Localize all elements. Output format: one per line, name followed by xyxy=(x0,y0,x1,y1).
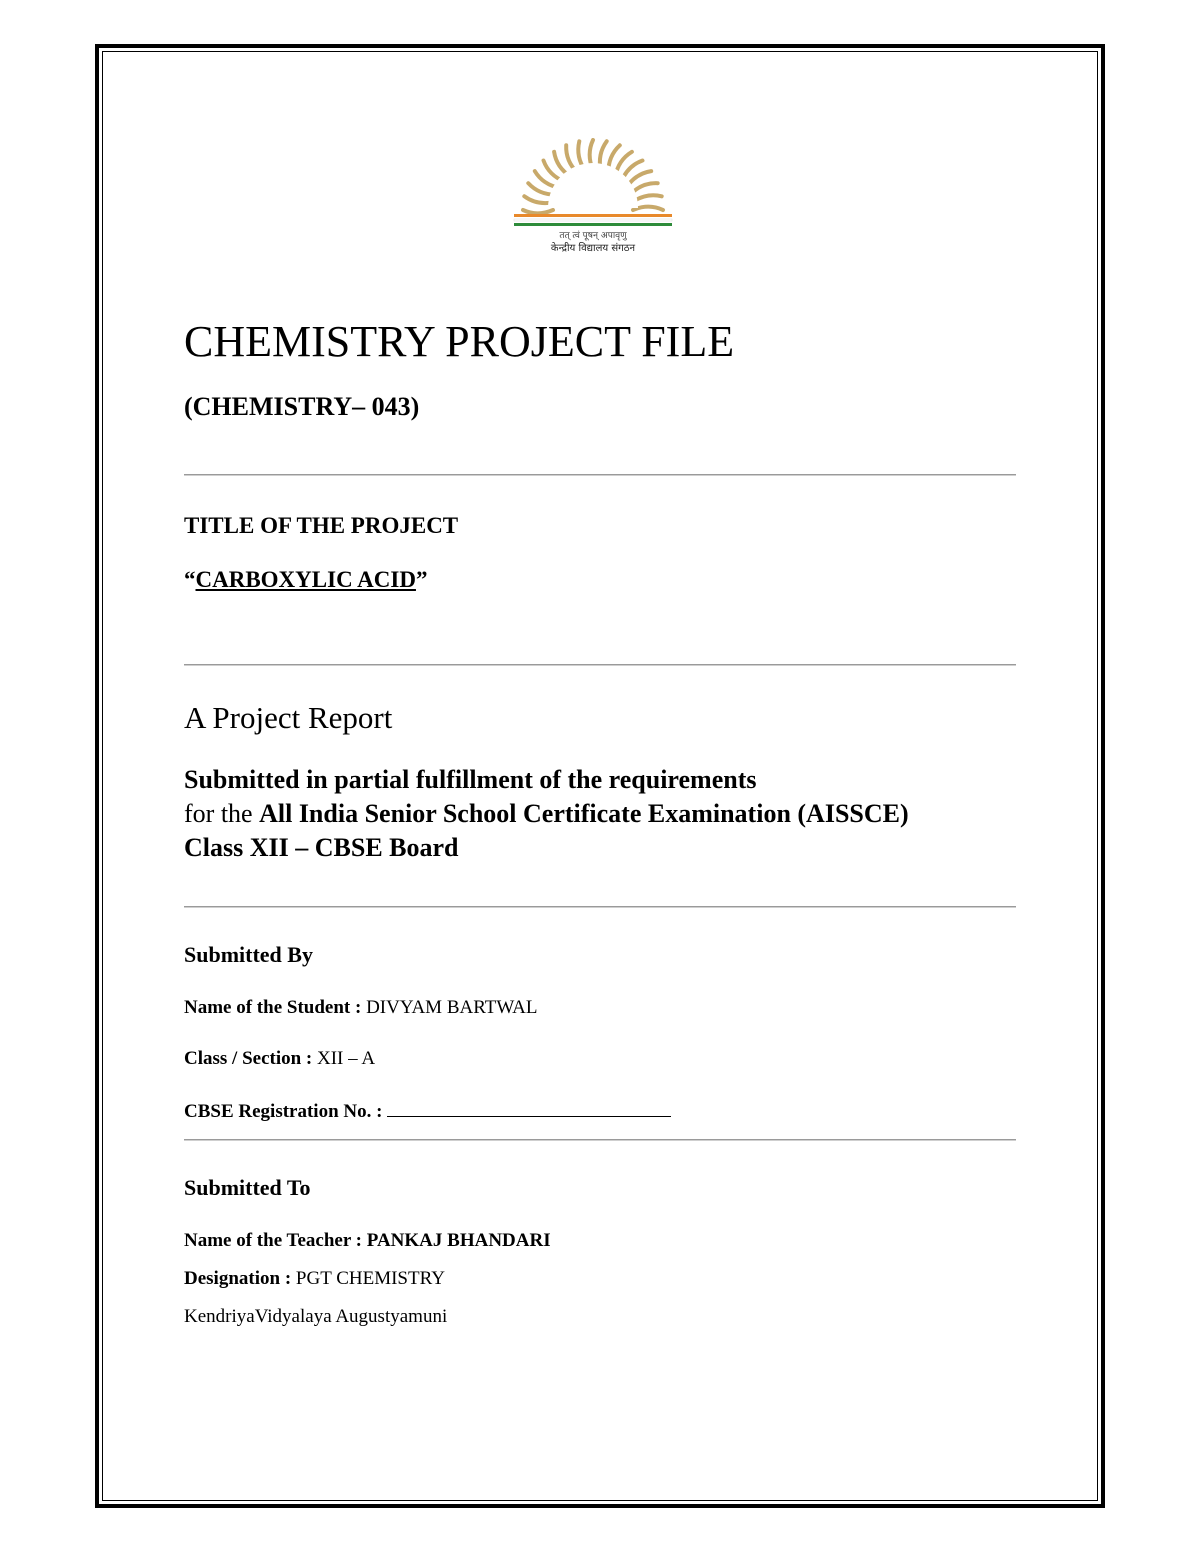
project-title-text: CARBOXYLIC ACID xyxy=(195,567,416,592)
class-section-row xyxy=(184,1047,375,1071)
registration-blank-line xyxy=(387,1098,671,1117)
designation-label: Designation : xyxy=(184,1268,296,1289)
report-line-2-prefix: for the xyxy=(184,799,260,828)
divider xyxy=(184,906,1016,908)
designation-row xyxy=(184,1267,445,1291)
report-line-2-exam: All India Senior School Certificate Examination (AISSCE) xyxy=(259,799,909,828)
divider xyxy=(184,474,1016,476)
designation-value: PGT CHEMISTRY xyxy=(295,1268,445,1289)
open-quote: “ xyxy=(184,567,196,592)
student-name-label: Name of the Student : xyxy=(184,997,367,1018)
kvs-sun-logo-icon xyxy=(508,138,678,258)
student-name-row xyxy=(184,996,538,1020)
logo-caption-bottom: केन्द्रीय विद्यालय संगठन xyxy=(550,243,636,254)
close-quote: ” xyxy=(415,567,428,592)
class-section-value: XII – A xyxy=(317,1048,376,1069)
registration-row xyxy=(184,1098,671,1124)
report-heading: A Project Report xyxy=(184,700,393,735)
class-section-label: Class / Section : xyxy=(184,1048,317,1069)
logo-caption-top: तत् त्वं पूषन् अपावृणु xyxy=(559,231,627,241)
project-title-label: TITLE OF THE PROJECT xyxy=(184,513,459,538)
submitted-by-heading: Submitted By xyxy=(184,942,313,967)
sun-ray xyxy=(523,210,553,213)
divider xyxy=(184,664,1016,666)
subject-code: (CHEMISTRY– 043) xyxy=(184,392,420,421)
submitted-to-heading: Submitted To xyxy=(184,1175,311,1200)
student-name-value: DIVYAM BARTWAL xyxy=(366,997,538,1018)
report-line-2 xyxy=(184,799,909,829)
report-line-3: Class XII – CBSE Board xyxy=(184,833,459,862)
divider xyxy=(184,1139,1016,1141)
page-title: CHEMISTRY PROJECT FILE xyxy=(184,317,735,366)
teacher-name-value: PANKAJ BHANDARI xyxy=(366,1230,551,1251)
teacher-name-row xyxy=(184,1229,551,1253)
school-name: KendriyaVidyalaya Augustyamuni xyxy=(184,1306,448,1327)
project-title-value xyxy=(184,566,427,594)
report-line-1: Submitted in partial fulfillment of the requirements xyxy=(184,765,757,794)
teacher-name-label: Name of the Teacher : xyxy=(184,1230,367,1251)
registration-label: CBSE Registration No. : xyxy=(184,1101,388,1122)
